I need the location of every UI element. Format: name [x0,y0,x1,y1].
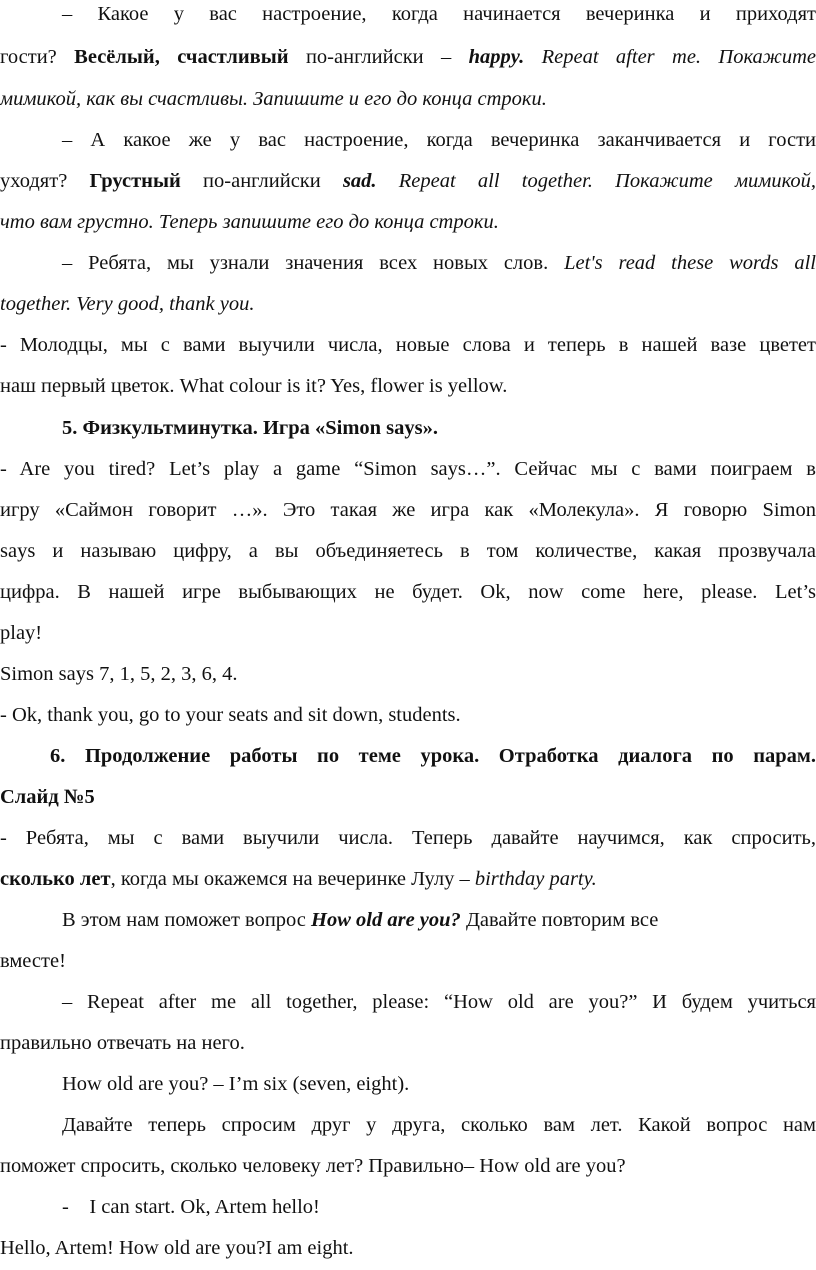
paragraph-ask-each-other-line-1: Давайте теперь спросим друг у друга, сколько вам лет. Какой вопрос нам [62,1114,816,1136]
paragraph-flower-line-2: наш первый цветок. What colour is it? Yes, flower is yellow. [0,375,508,397]
paragraph-how-old-intro-line-1: - Ребята, мы с вами выучили числа. Теперь давайте научимся, как спросить, [0,827,816,849]
paragraph-ask-each-other-line-2: поможет спросить, сколько человеку лет? Правильно– How old are you? [0,1155,626,1177]
paragraph-how-old-intro-line-2: сколько лет, когда мы окажемся на вечеринке Лулу – birthday party. [0,868,597,890]
paragraph-happy-line-3: мимикой, как вы счастливы. Запишите и его до конца строки. [0,88,547,110]
paragraph-simon-line-2: игру «Саймон говорит …». Это такая же игра как «Молекула». Я говорю Simon [0,499,816,521]
keyword-happy: happy. [468,46,525,68]
paragraph-new-words-line-2: together. Very good, thank you. [0,293,255,315]
paragraph-question-line-1: В этом нам поможет вопрос How old are you? Давайте повторим все [62,909,659,931]
paragraph-flower-line-1: - Молодцы, мы с вами выучили числа, новые слова и теперь в нашей вазе цветет [0,334,816,356]
paragraph-happy-line-2: гости? Весёлый, счастливый по-английски – happy. Repeat after me. Покажите [0,46,816,68]
paragraph-simon-line-4: цифра. В нашей игре выбывающих не будет. Ok, now come here, please. Let’s [0,581,816,603]
bold-word-sad-ru: Грустный [89,170,181,192]
section-heading-6-line-1: 6. Продолжение работы по теме урока. Отработка диалога по парам. [50,745,816,767]
paragraph-sad-line-3: что вам грустно. Теперь запишите его до конца строки. [0,211,499,233]
keyword-sad: sad. [342,170,377,192]
paragraph-repeat-line-2: правильно отвечать на него. [0,1032,245,1054]
paragraph-answer-example: How old are you? – I’m six (seven, eight). [62,1073,410,1095]
section-heading-6-line-2: Слайд №5 [0,786,95,808]
paragraph-sad-line-2: уходят? Грустный по-английски sad. Repeat all together. Покажите мимикой, [0,170,816,192]
paragraph-simon-line-5: play! [0,622,43,644]
section-heading-5: 5. Физкультминутка. Игра «Simon says». [62,417,439,439]
paragraph-question-line-2: вместе! [0,950,66,972]
paragraph-dialog-example: Hello, Artem! How old are you?I am eight. [0,1237,354,1259]
simon-says-numbers: Simon says 7, 1, 5, 2, 3, 6, 4. [0,663,238,685]
paragraph-simon-line-3: says и называю цифру, а вы объединяетесь в том количестве, какая прозвучала [0,540,816,562]
paragraph-repeat-line-1: – Repeat after me all together, please: “How old are you?” И будем учиться [62,991,816,1013]
keyword-how-old-are-you: How old are you? [311,909,461,931]
paragraph-dialog-start: - I can start. Ok, Artem hello! [62,1196,320,1218]
paragraph-happy-line-1: – Какое у вас настроение, когда начинается вечеринка и приходят [62,3,816,25]
bold-word-happy-ru: Весёлый, счастливый [74,46,289,68]
paragraph-simon-line-1: - Are you tired? Let’s play a game “Simon says…”. Сейчас мы с вами поиграем в [0,458,816,480]
paragraph-sad-line-1: – А какое же у вас настроение, когда вечеринка заканчивается и гости [62,129,816,151]
paragraph-sit-down: - Ok, thank you, go to your seats and sit down, students. [0,704,461,726]
paragraph-new-words-line-1: – Ребята, мы узнали значения всех новых слов. Let's read these words all [62,252,816,274]
